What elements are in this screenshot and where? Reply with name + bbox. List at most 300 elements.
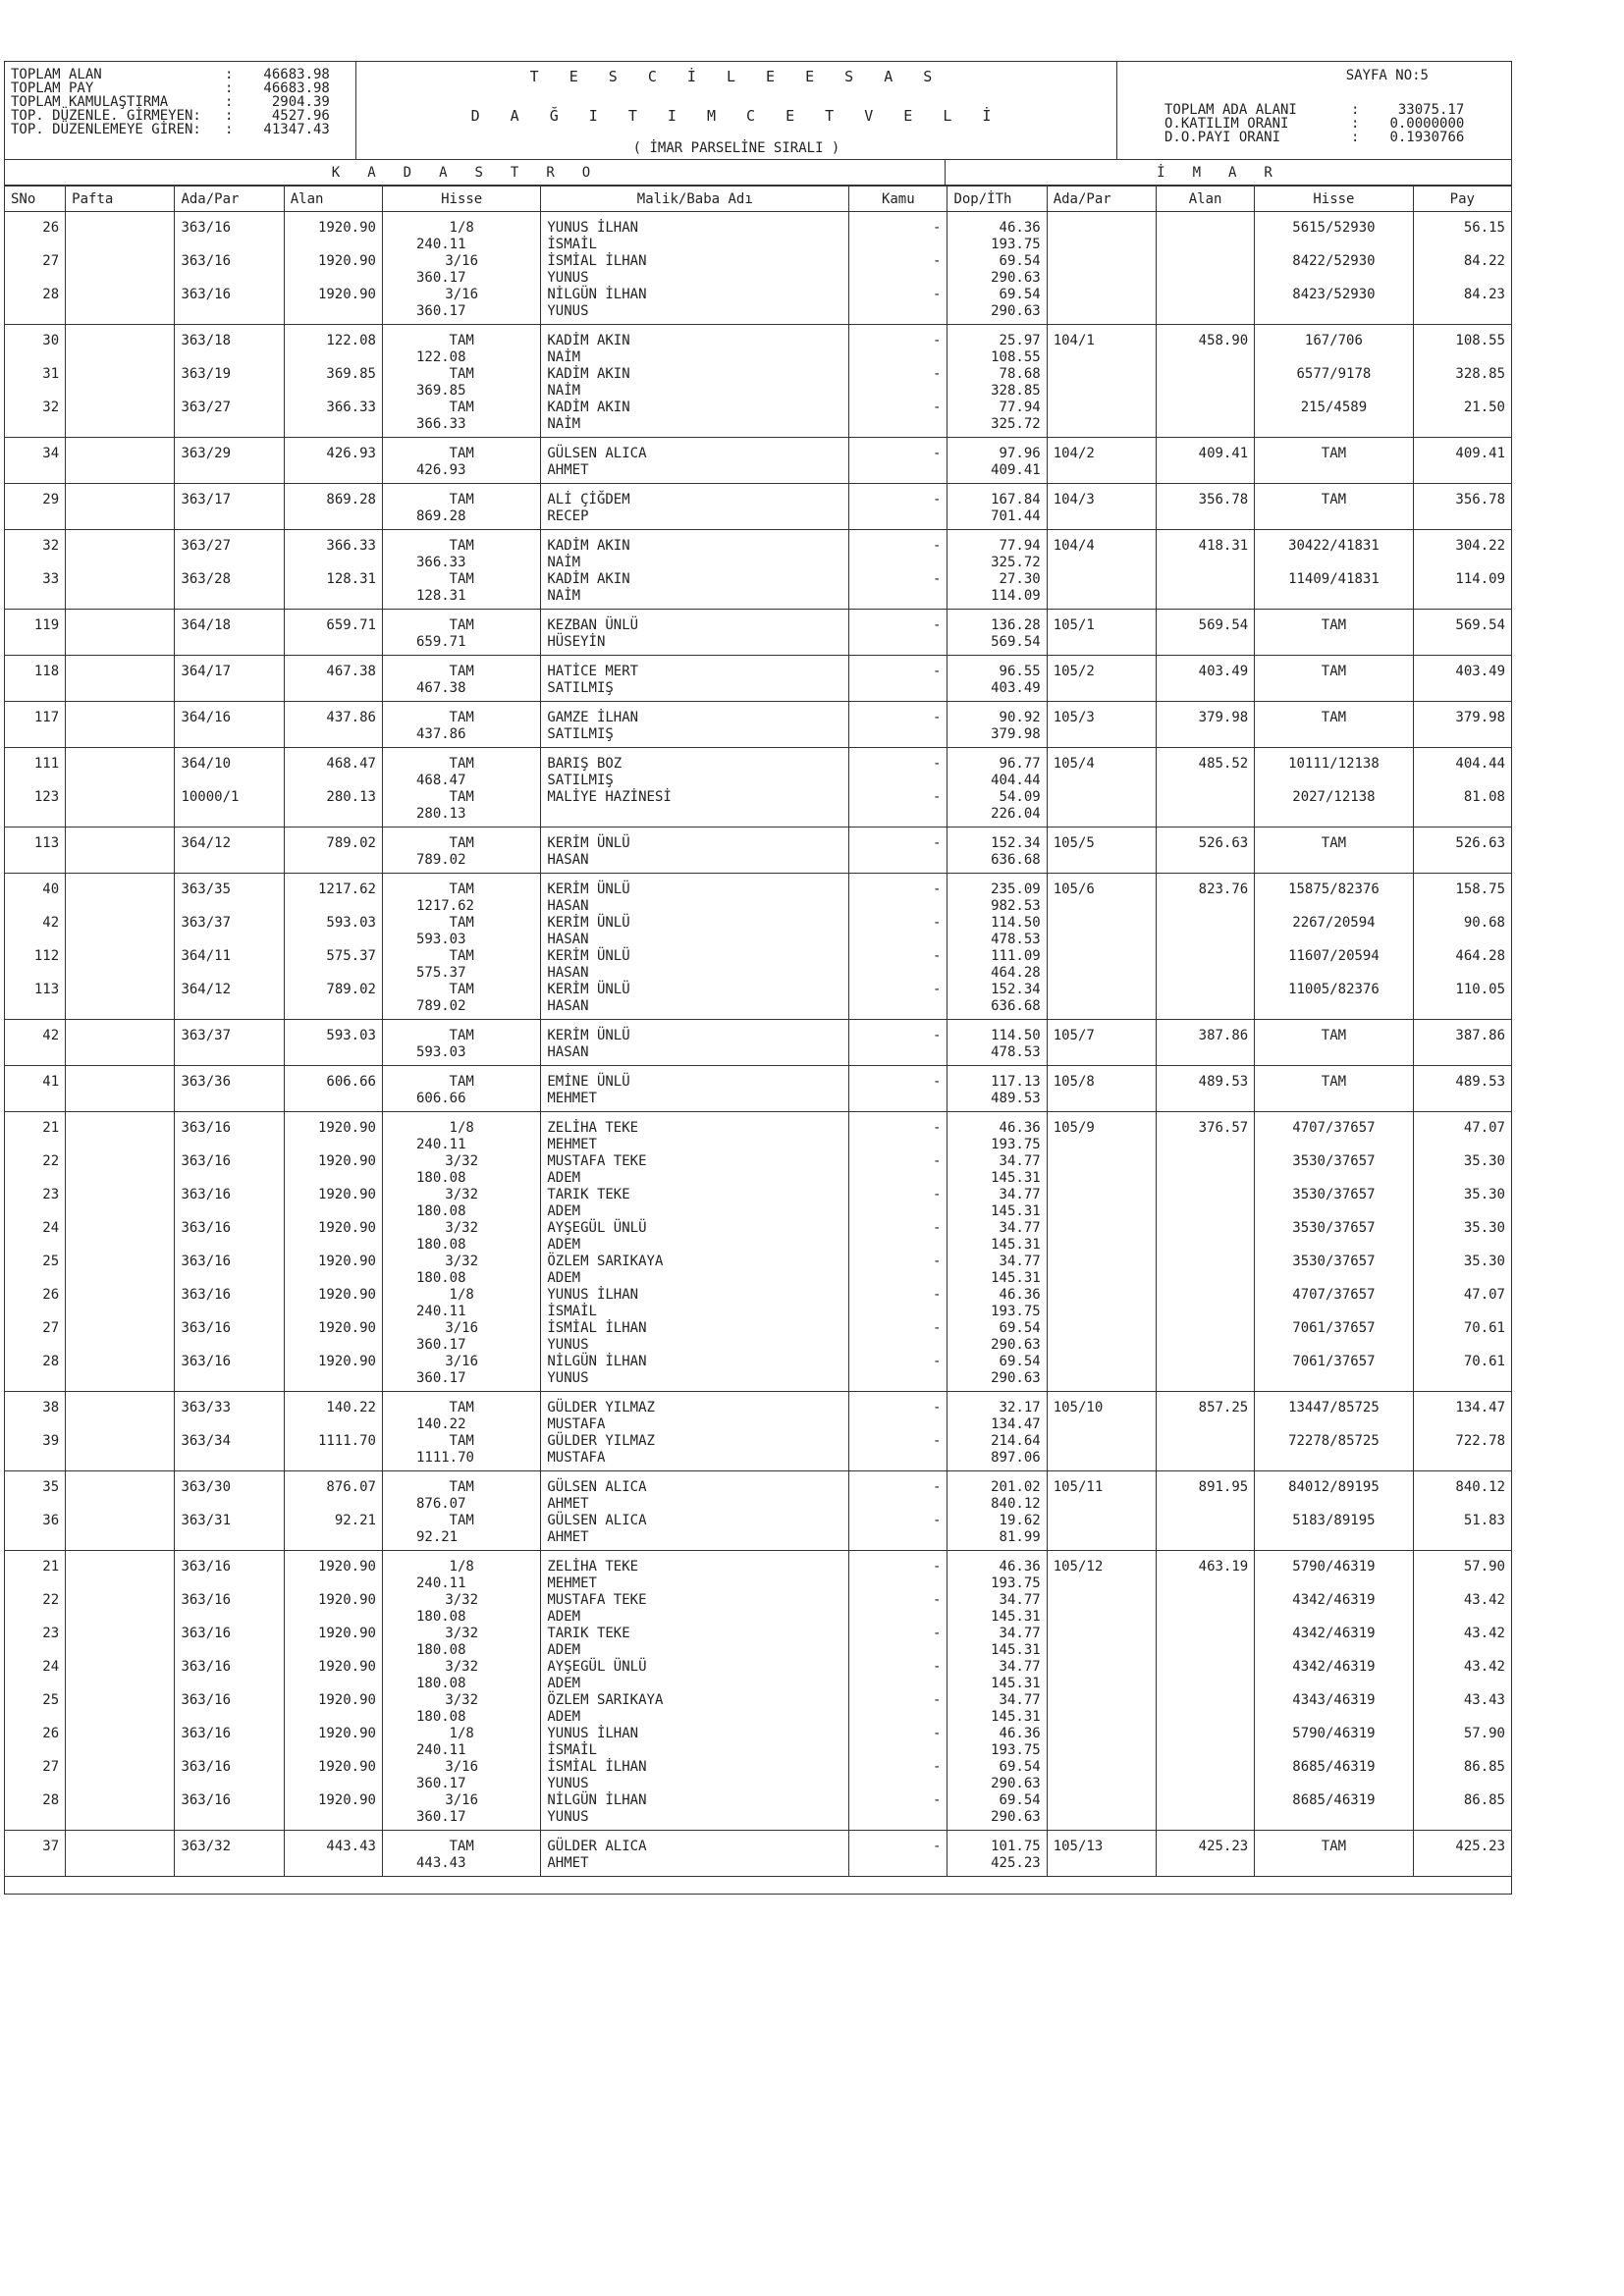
ada-par-cell-line bbox=[181, 1203, 277, 1220]
alan-cell-line bbox=[291, 932, 376, 948]
hisse-cell-line: 1/8 bbox=[449, 220, 474, 236]
kamu-cell-line bbox=[855, 1170, 941, 1187]
sno-cell-line: 42 bbox=[42, 915, 60, 931]
sno-cell-line: 37 bbox=[42, 1839, 60, 1854]
imar-hisse-cell-line bbox=[1261, 416, 1406, 433]
alan-cell-line: 443.43 bbox=[326, 1839, 376, 1854]
kamu-cell-line: - bbox=[933, 948, 942, 964]
dop-cell-line: 136.28 bbox=[991, 617, 1041, 633]
dop-cell-line: 46.36 bbox=[999, 220, 1041, 236]
imar-ada-cell bbox=[1047, 828, 1156, 874]
hisse-cell bbox=[382, 702, 540, 748]
imar-hisse-cell bbox=[1255, 702, 1413, 748]
right-summary-panel bbox=[1117, 62, 1511, 159]
dop-cell-line: 290.63 bbox=[991, 1337, 1041, 1353]
owner-cell bbox=[541, 325, 849, 438]
dop-cell-line: 69.54 bbox=[999, 287, 1041, 302]
pay-cell-line bbox=[1420, 270, 1505, 287]
owner-cell-line: KEZBAN ÜNLÜ bbox=[547, 617, 639, 633]
owner-cell-line: SATILMIŞ bbox=[547, 773, 614, 788]
imar-hisse-cell-line: 11409/41831 bbox=[1288, 571, 1380, 587]
sno-cell bbox=[5, 325, 66, 438]
ada-par-cell bbox=[175, 530, 284, 610]
imar-ada-cell bbox=[1047, 530, 1156, 610]
imar-alan-cell bbox=[1156, 656, 1254, 702]
hisse-cell-line: TAM bbox=[449, 982, 474, 997]
imar-alan-cell bbox=[1156, 1112, 1254, 1392]
alan-cell-line bbox=[291, 555, 376, 571]
dop-cell-line: 77.94 bbox=[999, 400, 1041, 415]
ada-par-cell-line: 363/16 bbox=[181, 1287, 232, 1303]
pafta-cell-line bbox=[72, 835, 168, 852]
sno-cell-line: 26 bbox=[42, 1726, 60, 1741]
hisse-cell-line: 180.08 bbox=[415, 1676, 466, 1691]
owner-cell-line: NAİM bbox=[547, 349, 581, 365]
kamu-cell-line: - bbox=[933, 1659, 942, 1675]
hisse-cell-line: TAM bbox=[449, 366, 474, 382]
hisse-cell-line: 122.08 bbox=[415, 349, 466, 365]
dop-cell-line: 489.53 bbox=[991, 1091, 1041, 1106]
dop-cell bbox=[947, 828, 1047, 874]
ada-par-cell-line: 363/16 bbox=[181, 287, 232, 302]
imar-hisse-cell bbox=[1255, 484, 1413, 530]
pay-cell-line: 90.68 bbox=[1463, 915, 1505, 931]
ada-par-cell-line bbox=[181, 965, 277, 982]
pay-cell-line bbox=[1420, 588, 1505, 605]
hisse-cell bbox=[382, 748, 540, 828]
dop-cell-line: 34.77 bbox=[999, 1187, 1041, 1202]
dop-cell-line: 478.53 bbox=[991, 1044, 1041, 1060]
imar-hisse-cell-line: 2027/12138 bbox=[1292, 789, 1376, 805]
hisse-cell-line: 3/16 bbox=[445, 1354, 479, 1369]
sno-cell-line bbox=[11, 1416, 59, 1433]
distribution-table bbox=[4, 186, 1512, 1877]
imar-hisse-cell-line bbox=[1261, 1370, 1406, 1387]
alan-cell-line: 789.02 bbox=[326, 982, 376, 997]
imar-hisse-cell-line: TAM bbox=[1321, 1074, 1347, 1090]
owner-cell-line: İSMAİL bbox=[547, 1742, 597, 1758]
dop-cell bbox=[947, 1392, 1047, 1471]
imar-ada-cell-line: 104/3 bbox=[1053, 492, 1095, 507]
owner-cell-line: MALİYE HAZİNESİ bbox=[547, 789, 672, 805]
kamu-cell-line bbox=[855, 1270, 941, 1287]
imar-hisse-cell-line: 3530/37657 bbox=[1292, 1187, 1376, 1202]
hisse-cell-line: TAM bbox=[449, 400, 474, 415]
pay-cell bbox=[1413, 874, 1511, 1020]
kadastro-section-title: KADASTRO bbox=[5, 160, 946, 185]
kamu-cell-line: - bbox=[933, 1433, 942, 1449]
ada-par-cell-line bbox=[181, 1304, 277, 1320]
alan-cell bbox=[284, 874, 382, 1020]
sno-cell bbox=[5, 702, 66, 748]
sno-cell-line: 39 bbox=[42, 1433, 60, 1449]
pay-cell-line bbox=[1420, 1609, 1505, 1626]
dop-cell-line: 46.36 bbox=[999, 1726, 1041, 1741]
imar-hisse-cell-line bbox=[1261, 462, 1406, 479]
imar-hisse-cell-line: TAM bbox=[1321, 664, 1347, 679]
imar-hisse-cell-line bbox=[1261, 998, 1406, 1015]
dop-cell bbox=[947, 438, 1047, 484]
ada-par-cell-line bbox=[181, 237, 277, 253]
pay-cell-line bbox=[1420, 1450, 1505, 1467]
imar-hisse-cell-line: 11005/82376 bbox=[1288, 982, 1380, 997]
pay-cell-line: 43.42 bbox=[1463, 1626, 1505, 1641]
sno-cell-line bbox=[11, 555, 59, 571]
ada-par-cell-line: 363/16 bbox=[181, 1187, 232, 1202]
imar-hisse-cell-line: TAM bbox=[1321, 1839, 1347, 1854]
hisse-cell bbox=[382, 874, 540, 1020]
pay-cell-line: 379.98 bbox=[1455, 710, 1505, 725]
sno-cell-line: 38 bbox=[42, 1400, 60, 1415]
ada-par-cell-line bbox=[181, 1742, 277, 1759]
ada-par-cell-line: 363/16 bbox=[181, 1320, 232, 1336]
alan-cell-line bbox=[291, 508, 376, 525]
dop-cell bbox=[947, 610, 1047, 656]
imar-alan-cell-line: 403.49 bbox=[1198, 664, 1249, 679]
sno-cell-line: 32 bbox=[42, 400, 60, 415]
alan-cell-line: 1920.90 bbox=[317, 1592, 376, 1608]
sno-cell-line bbox=[11, 1609, 59, 1626]
imar-hisse-cell-line bbox=[1261, 1855, 1406, 1872]
pay-cell bbox=[1413, 1551, 1511, 1831]
alan-cell-line bbox=[291, 1742, 376, 1759]
dop-cell-line: 114.50 bbox=[991, 915, 1041, 931]
hisse-cell bbox=[382, 1020, 540, 1066]
imar-hisse-cell-line: TAM bbox=[1321, 617, 1347, 633]
ada-par-cell-line: 363/16 bbox=[181, 1220, 232, 1236]
ada-par-cell-line bbox=[181, 1416, 277, 1433]
pafta-cell-line bbox=[72, 710, 168, 726]
owner-cell bbox=[541, 530, 849, 610]
imar-hisse-cell-line bbox=[1261, 303, 1406, 320]
pay-cell-line bbox=[1420, 1091, 1505, 1107]
dop-cell-line: 636.68 bbox=[991, 852, 1041, 868]
sno-cell-line: 27 bbox=[42, 253, 60, 269]
summary-separator: : bbox=[225, 94, 242, 110]
ada-par-cell-line: 363/35 bbox=[181, 881, 232, 897]
alan-cell-line: 1920.90 bbox=[317, 1626, 376, 1641]
pay-cell-line: 409.41 bbox=[1455, 446, 1505, 461]
imar-hisse-cell-line bbox=[1261, 1609, 1406, 1626]
hisse-cell-line: TAM bbox=[449, 1074, 474, 1090]
pay-cell-line: 722.78 bbox=[1455, 1433, 1505, 1449]
alan-cell-line: 366.33 bbox=[326, 538, 376, 554]
hisse-cell-line: 606.66 bbox=[415, 1091, 466, 1106]
ada-par-cell-line bbox=[181, 1450, 277, 1467]
imar-alan-cell-line: 418.31 bbox=[1198, 538, 1249, 554]
alan-cell-line bbox=[291, 965, 376, 982]
dop-cell-line: 982.53 bbox=[991, 898, 1041, 914]
parcel-group bbox=[5, 828, 1512, 874]
owner-cell-line: ZELİHA TEKE bbox=[547, 1120, 639, 1136]
pafta-cell bbox=[66, 325, 175, 438]
dop-cell-line: 34.77 bbox=[999, 1220, 1041, 1236]
alan-cell bbox=[284, 1112, 382, 1392]
hisse-cell-line: 180.08 bbox=[415, 1270, 466, 1286]
sno-cell-line bbox=[11, 1709, 59, 1726]
owner-cell-line: AHMET bbox=[547, 1855, 589, 1871]
owner-cell-line: TARIK TEKE bbox=[547, 1187, 630, 1202]
dop-cell-line: 117.13 bbox=[991, 1074, 1041, 1090]
imar-alan-cell bbox=[1156, 748, 1254, 828]
sno-cell-line: 21 bbox=[42, 1120, 60, 1136]
alan-cell-line bbox=[291, 1203, 376, 1220]
owner-cell-line: AHMET bbox=[547, 1529, 589, 1545]
imar-hisse-cell-line: 5790/46319 bbox=[1292, 1726, 1376, 1741]
alan-cell-line: 1920.90 bbox=[317, 1559, 376, 1575]
imar-hisse-cell-line: 4707/37657 bbox=[1292, 1120, 1376, 1136]
dop-cell-line: 701.44 bbox=[991, 508, 1041, 524]
alan-cell-line bbox=[291, 1855, 376, 1872]
alan-cell bbox=[284, 484, 382, 530]
imar-hisse-cell-line bbox=[1261, 383, 1406, 400]
alan-cell-line: 437.86 bbox=[326, 710, 376, 725]
owner-cell-line: BARIŞ BOZ bbox=[547, 756, 623, 772]
sno-cell-line bbox=[11, 462, 59, 479]
sno-cell bbox=[5, 610, 66, 656]
dop-cell-line: 636.68 bbox=[991, 998, 1041, 1014]
pay-cell bbox=[1413, 828, 1511, 874]
pafta-cell-line bbox=[72, 756, 168, 773]
dop-cell-line: 69.54 bbox=[999, 1792, 1041, 1808]
imar-ada-cell bbox=[1047, 484, 1156, 530]
title-line-2: D A Ğ I T I M C E T V E L İ bbox=[470, 107, 1002, 125]
sno-cell bbox=[5, 1831, 66, 1877]
owner-cell-line: ALİ ÇİĞDEM bbox=[547, 492, 630, 507]
hisse-cell-line: TAM bbox=[449, 492, 474, 507]
sno-cell bbox=[5, 530, 66, 610]
imar-hisse-cell-line: TAM bbox=[1321, 710, 1347, 725]
kamu-cell bbox=[849, 1112, 947, 1392]
alan-cell bbox=[284, 656, 382, 702]
pay-cell-line bbox=[1420, 508, 1505, 525]
imar-hisse-cell-line: TAM bbox=[1321, 492, 1347, 507]
hisse-cell-line: 180.08 bbox=[415, 1609, 466, 1625]
imar-ada-cell bbox=[1047, 1551, 1156, 1831]
dop-cell-line: 464.28 bbox=[991, 965, 1041, 981]
alan-cell-line bbox=[291, 1237, 376, 1254]
owner-cell-line: NİLGÜN İLHAN bbox=[547, 1354, 647, 1369]
hisse-cell-line: 240.11 bbox=[415, 1742, 466, 1758]
imar-alan-cell-line: 463.19 bbox=[1198, 1559, 1249, 1575]
dop-cell-line: 201.02 bbox=[991, 1479, 1041, 1495]
hisse-cell-line: 3/32 bbox=[445, 1187, 479, 1202]
ada-par-cell-line bbox=[181, 680, 277, 697]
hisse-cell-line: 180.08 bbox=[415, 1203, 466, 1219]
imar-hisse-cell-line bbox=[1261, 1270, 1406, 1287]
pafta-cell bbox=[66, 828, 175, 874]
kamu-cell-line: - bbox=[933, 400, 942, 415]
imar-alan-cell bbox=[1156, 1066, 1254, 1112]
summary-value: 46683.98 bbox=[263, 80, 330, 96]
pay-cell-line: 840.12 bbox=[1455, 1479, 1505, 1495]
summary-separator: : bbox=[225, 80, 242, 96]
sno-cell-line bbox=[11, 932, 59, 948]
alan-cell bbox=[284, 702, 382, 748]
sno-cell-line bbox=[11, 1529, 59, 1546]
owner-cell-line: GÜLDER YILMAZ bbox=[547, 1400, 655, 1415]
imar-ada-cell-line: 104/2 bbox=[1053, 446, 1095, 461]
alan-cell-line: 1920.90 bbox=[317, 1187, 376, 1202]
imar-alan-cell bbox=[1156, 1471, 1254, 1551]
alan-cell bbox=[284, 325, 382, 438]
kamu-cell-line bbox=[855, 1091, 941, 1107]
pay-cell-line: 86.85 bbox=[1463, 1759, 1505, 1775]
owner-cell bbox=[541, 656, 849, 702]
owner-cell-line: KADİM AKIN bbox=[547, 366, 630, 382]
ada-par-cell-line: 363/16 bbox=[181, 1153, 232, 1169]
kamu-cell-line bbox=[855, 462, 941, 479]
hisse-cell-line: TAM bbox=[449, 446, 474, 461]
owner-cell-line: MEHMET bbox=[547, 1575, 597, 1591]
imar-hisse-cell-line bbox=[1261, 965, 1406, 982]
kamu-cell-line: - bbox=[933, 1759, 942, 1775]
imar-hisse-cell-line bbox=[1261, 726, 1406, 743]
ada-par-cell-line: 363/33 bbox=[181, 1400, 232, 1415]
pay-cell-line bbox=[1420, 852, 1505, 869]
ada-par-cell-line: 364/11 bbox=[181, 948, 232, 964]
pay-cell bbox=[1413, 438, 1511, 484]
pafta-cell bbox=[66, 874, 175, 1020]
kamu-cell bbox=[849, 748, 947, 828]
imar-hisse-cell-line bbox=[1261, 1170, 1406, 1187]
sno-cell-line: 118 bbox=[33, 664, 60, 679]
pay-cell-line: 403.49 bbox=[1455, 664, 1505, 679]
imar-hisse-cell-line bbox=[1261, 508, 1406, 525]
ada-par-cell-line: 363/16 bbox=[181, 1692, 232, 1708]
pay-cell-line bbox=[1420, 1044, 1505, 1061]
summary-panel bbox=[5, 62, 356, 159]
imar-hisse-cell bbox=[1255, 1551, 1413, 1831]
dop-cell-line: 152.34 bbox=[991, 982, 1041, 997]
right-summary-label: TOPLAM ADA ALANI bbox=[1164, 102, 1297, 118]
alan-cell-line bbox=[291, 852, 376, 869]
imar-hisse-cell-line bbox=[1261, 634, 1406, 651]
imar-hisse-cell-line bbox=[1261, 680, 1406, 697]
dop-cell bbox=[947, 1066, 1047, 1112]
pay-cell bbox=[1413, 610, 1511, 656]
ada-par-cell-line bbox=[181, 1776, 277, 1792]
dop-cell bbox=[947, 1551, 1047, 1831]
alan-cell-line: 1920.90 bbox=[317, 1726, 376, 1741]
alan-cell-line bbox=[291, 1044, 376, 1061]
owner-cell-line: İSMİAL İLHAN bbox=[547, 1320, 647, 1336]
pay-cell-line bbox=[1420, 1742, 1505, 1759]
ada-par-cell bbox=[175, 874, 284, 1020]
sno-cell-line bbox=[11, 1304, 59, 1320]
header-block bbox=[4, 61, 1512, 160]
alan-cell-line bbox=[291, 1609, 376, 1626]
owner-cell-line: SATILMIŞ bbox=[547, 680, 614, 696]
alan-cell-line bbox=[291, 1529, 376, 1546]
alan-cell-line: 369.85 bbox=[326, 366, 376, 382]
imar-hisse-cell-line: 3530/37657 bbox=[1292, 1220, 1376, 1236]
right-summary-value: 0.0000000 bbox=[1389, 116, 1465, 132]
imar-ada-cell bbox=[1047, 656, 1156, 702]
title-line-1: T E S C İ L E E S A S bbox=[529, 68, 944, 85]
sno-cell-line: 36 bbox=[42, 1513, 60, 1528]
kamu-cell-line bbox=[855, 1609, 941, 1626]
parcel-group bbox=[5, 874, 1512, 1020]
dop-cell-line: 34.77 bbox=[999, 1153, 1041, 1169]
alan-cell-line bbox=[291, 1642, 376, 1659]
hisse-cell bbox=[382, 1551, 540, 1831]
alan-cell-line: 575.37 bbox=[326, 948, 376, 964]
imar-ada-cell bbox=[1047, 1066, 1156, 1112]
alan-cell-line: 140.22 bbox=[326, 1400, 376, 1415]
hisse-cell-line: 789.02 bbox=[415, 852, 466, 868]
imar-alan-cell bbox=[1156, 1551, 1254, 1831]
sno-cell-line bbox=[11, 1270, 59, 1287]
ada-par-cell bbox=[175, 1066, 284, 1112]
sno-cell-line bbox=[11, 1450, 59, 1467]
hisse-cell-line: 467.38 bbox=[415, 680, 466, 696]
owner-cell-line: ADEM bbox=[547, 1642, 581, 1658]
hisse-cell bbox=[382, 828, 540, 874]
pay-cell-line bbox=[1420, 1809, 1505, 1826]
right-summary-row bbox=[1164, 117, 1503, 131]
sno-cell bbox=[5, 1112, 66, 1392]
dop-cell bbox=[947, 1020, 1047, 1066]
dop-cell-line: 69.54 bbox=[999, 1354, 1041, 1369]
imar-alan-cell bbox=[1156, 828, 1254, 874]
owner-cell bbox=[541, 484, 849, 530]
imar-hisse-cell bbox=[1255, 748, 1413, 828]
hisse-cell bbox=[382, 656, 540, 702]
owner-cell-line: HASAN bbox=[547, 932, 589, 947]
imar-alan-cell-line: 387.86 bbox=[1198, 1028, 1249, 1043]
kamu-cell-line bbox=[855, 726, 941, 743]
owner-cell-line: MUSTAFA TEKE bbox=[547, 1592, 647, 1608]
dop-cell bbox=[947, 212, 1047, 325]
alan-cell-line: 128.31 bbox=[326, 571, 376, 587]
sno-cell-line bbox=[11, 349, 59, 366]
kamu-cell-line bbox=[855, 1137, 941, 1153]
right-summary-row bbox=[1164, 131, 1503, 144]
pafta-cell-line bbox=[72, 333, 168, 349]
owner-cell-line: YUNUS bbox=[547, 303, 589, 319]
hisse-cell-line: TAM bbox=[449, 1433, 474, 1449]
column-header: Ada/Par bbox=[175, 187, 284, 212]
imar-hisse-cell-line bbox=[1261, 349, 1406, 366]
summary-label: TOPLAM KAMULAŞTIRMA bbox=[11, 94, 169, 110]
imar-hisse-cell-line bbox=[1261, 898, 1406, 915]
ada-par-cell bbox=[175, 438, 284, 484]
ada-par-cell bbox=[175, 212, 284, 325]
alan-cell-line bbox=[291, 383, 376, 400]
imar-hisse-cell-line bbox=[1261, 270, 1406, 287]
kamu-cell-line bbox=[855, 1855, 941, 1872]
hisse-cell-line: 876.07 bbox=[415, 1496, 466, 1512]
dop-cell-line: 145.31 bbox=[991, 1170, 1041, 1186]
title-panel bbox=[356, 62, 1117, 159]
pay-cell-line: 70.61 bbox=[1463, 1354, 1505, 1369]
parcel-group bbox=[5, 702, 1512, 748]
imar-hisse-cell-line: TAM bbox=[1321, 1028, 1347, 1043]
pay-cell-line bbox=[1420, 1709, 1505, 1726]
imar-ada-cell bbox=[1047, 1831, 1156, 1877]
ada-par-cell-line: 363/16 bbox=[181, 1659, 232, 1675]
kamu-cell-line bbox=[855, 1776, 941, 1792]
alan-cell-line bbox=[291, 237, 376, 253]
owner-cell-line: ADEM bbox=[547, 1709, 581, 1725]
hisse-cell bbox=[382, 1392, 540, 1471]
ada-par-cell bbox=[175, 325, 284, 438]
ada-par-cell-line bbox=[181, 555, 277, 571]
sno-cell bbox=[5, 1020, 66, 1066]
alan-cell bbox=[284, 530, 382, 610]
ada-par-cell-line: 363/27 bbox=[181, 538, 232, 554]
